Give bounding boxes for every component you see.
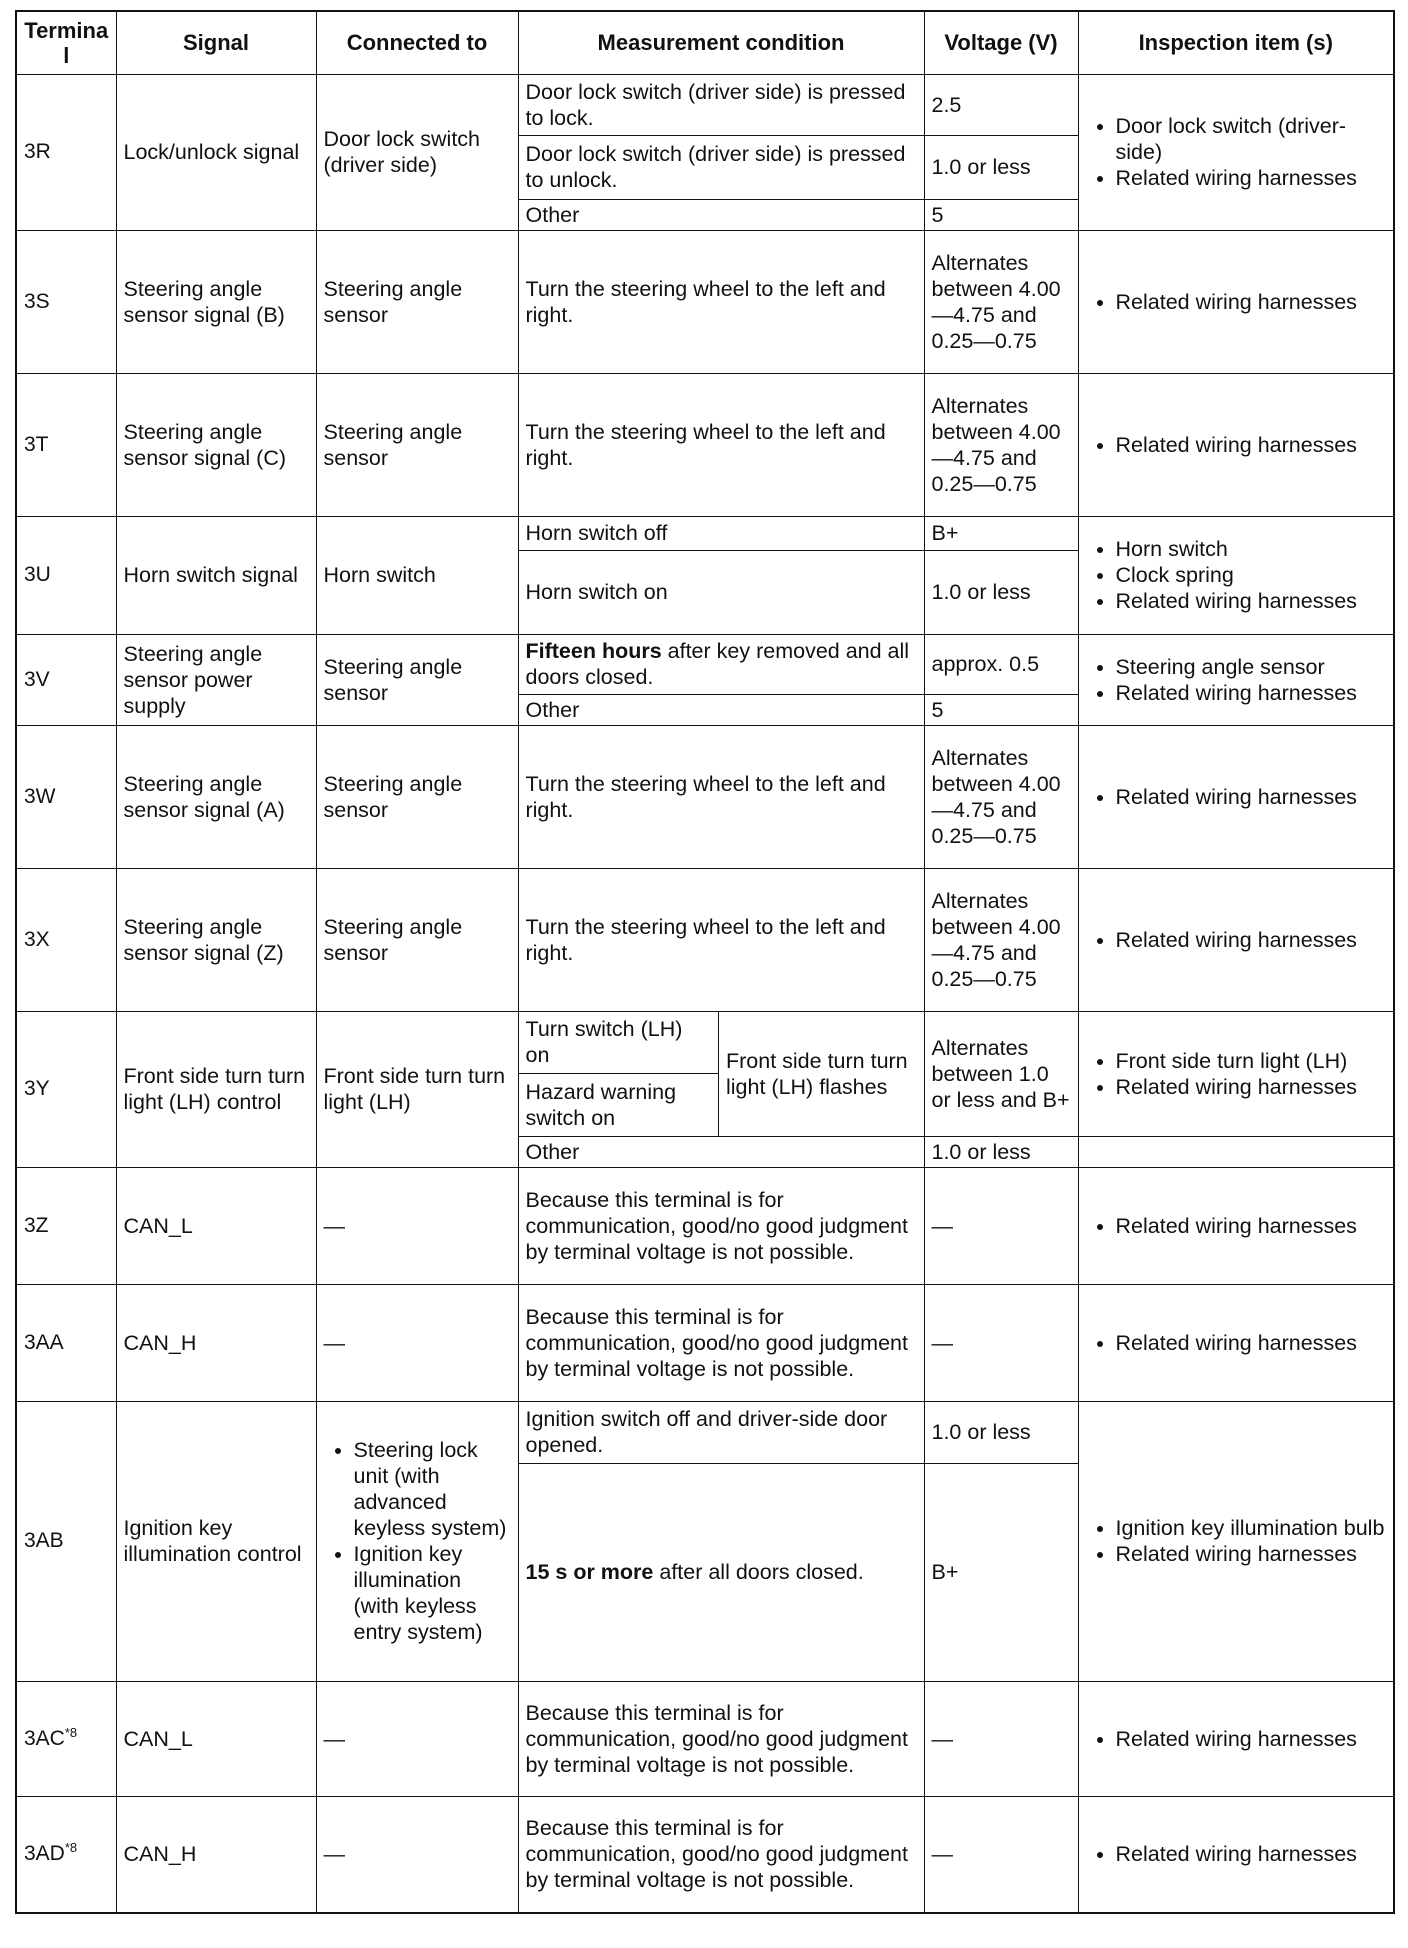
- terminal-label: 3AD: [24, 1842, 65, 1866]
- table-row-3S: [16, 230, 1394, 373]
- signal-cell: Steering angle sensor power supply: [116, 634, 316, 725]
- inspection-cell: [1078, 1011, 1394, 1136]
- inspection-cell: [1078, 516, 1394, 634]
- condition-cell: Turn the steering wheel to the left and right.: [518, 230, 924, 373]
- connected-to-cell: Steering angle sensor: [316, 634, 518, 725]
- condition-emphasis: Fifteen hours: [525, 639, 662, 663]
- voltage-cell: 5: [924, 199, 1078, 230]
- inspection-item: • Related wiring harnesses: [1116, 1541, 1387, 1567]
- connected-to-cell: —: [316, 1796, 518, 1913]
- inspection-cell: [1078, 74, 1394, 230]
- voltage-text: Alternates between: [931, 888, 1029, 939]
- voltage-cell: Alternates between 1.0 or less and B+: [924, 1011, 1078, 1136]
- connected-to-cell: —: [316, 1681, 518, 1796]
- table-row-3Z: [16, 1167, 1394, 1284]
- voltage-cell: [924, 725, 1078, 868]
- condition-cell: [518, 1463, 924, 1681]
- condition-cell: Because this terminal is for communication, good/no good judgment by terminal voltage is not possible.: [518, 1681, 924, 1796]
- terminal-cell: 3AB: [16, 1401, 116, 1681]
- connected-to-cell: Steering angle sensor: [316, 373, 518, 516]
- table-row-3AC: [16, 1681, 1394, 1796]
- voltage-cell: 2.5: [924, 74, 1078, 135]
- condition-cell: Hazard warning switch on: [519, 1074, 719, 1136]
- condition-cell: Turn switch (LH) on: [519, 1012, 719, 1074]
- voltage-cell: B+: [924, 1463, 1078, 1681]
- inspection-cell: [1078, 373, 1394, 516]
- inspection-item: • Clock spring: [1116, 562, 1387, 588]
- inspection-cell: [1078, 1167, 1394, 1284]
- condition-text: after key removed and all doors closed.: [525, 639, 910, 689]
- table-row-3W: [16, 725, 1394, 868]
- condition-cell: Because this terminal is for communication, good/no good judgment by terminal voltage is not possible.: [518, 1167, 924, 1284]
- connected-to-cell: Steering angle sensor: [316, 230, 518, 373]
- inspection-cell-empty: [1078, 1136, 1394, 1167]
- table-row-3AB: [16, 1401, 1394, 1463]
- header-row: [16, 11, 1394, 74]
- terminal-cell: 3U: [16, 516, 116, 634]
- condition-cell: Other: [518, 694, 924, 725]
- connected-to-cell: Steering angle sensor: [316, 868, 518, 1011]
- inspection-item: • Door lock switch (driver-side): [1116, 113, 1387, 165]
- connected-to-cell: —: [316, 1167, 518, 1284]
- header-measurement-condition: Measurement condition: [518, 11, 924, 74]
- condition-cell: Because this terminal is for communication, good/no good judgment by terminal voltage is not possible.: [518, 1284, 924, 1401]
- inspection-cell: [1078, 1681, 1394, 1796]
- voltage-text: Alternates between: [931, 745, 1029, 796]
- table-row-3AD: [16, 1796, 1394, 1913]
- inspection-item: • Related wiring harnesses: [1116, 1213, 1387, 1239]
- inspection-cell: [1078, 230, 1394, 373]
- signal-cell: Steering angle sensor signal (Z): [116, 868, 316, 1011]
- condition-split-cell: [518, 1011, 924, 1136]
- terminal-cell: 3Y: [16, 1011, 116, 1167]
- voltage-cell: —: [924, 1167, 1078, 1284]
- inspection-cell: [1078, 1796, 1394, 1913]
- connected-to-cell: —: [316, 1284, 518, 1401]
- condition-cell: Door lock switch (driver side) is pressed to unlock.: [518, 135, 924, 199]
- table-row-3AA: [16, 1284, 1394, 1401]
- terminal-cell: 3S: [16, 230, 116, 373]
- connected-item: • Steering lock unit (with advanced keyless system): [354, 1437, 511, 1541]
- footnote-marker: *8: [64, 1724, 78, 1740]
- voltage-cell: [924, 373, 1078, 516]
- signal-cell: CAN_H: [116, 1796, 316, 1913]
- footnote-marker: *8: [64, 1840, 78, 1856]
- inspection-item: • Related wiring harnesses: [1116, 927, 1387, 953]
- condition-result-cell: Front side turn turn light (LH) flashes: [726, 1048, 908, 1099]
- terminal-cell: [16, 1796, 116, 1913]
- voltage-cell: 1.0 or less: [924, 135, 1078, 199]
- terminal-voltage-table-page: [15, 10, 1393, 1914]
- inspection-cell: [1078, 868, 1394, 1011]
- condition-cell: Turn the steering wheel to the left and right.: [518, 868, 924, 1011]
- condition-cell: Horn switch on: [518, 550, 924, 634]
- voltage-cell: 1.0 or less: [924, 550, 1078, 634]
- table-row-3V: [16, 634, 1394, 694]
- signal-cell: CAN_L: [116, 1681, 316, 1796]
- table-row-3U: [16, 516, 1394, 550]
- connected-to-cell: Front side turn turn light (LH): [316, 1011, 518, 1167]
- inspection-item: • Related wiring harnesses: [1116, 289, 1387, 315]
- condition-text: after all doors closed.: [659, 1560, 864, 1584]
- voltage-text: 4.00—4.75 and 0.25—0.75: [931, 914, 1061, 991]
- condition-cell: Turn the steering wheel to the left and right.: [518, 725, 924, 868]
- voltage-cell: 1.0 or less: [924, 1401, 1078, 1463]
- signal-cell: Steering angle sensor signal (B): [116, 230, 316, 373]
- voltage-cell: —: [924, 1796, 1078, 1913]
- connected-to-cell: Steering angle sensor: [316, 725, 518, 868]
- inspection-item: • Related wiring harnesses: [1116, 1841, 1387, 1867]
- voltage-cell: —: [924, 1681, 1078, 1796]
- terminal-cell: [16, 1681, 116, 1796]
- inspection-item: • Horn switch: [1116, 536, 1387, 562]
- terminal-cell: 3W: [16, 725, 116, 868]
- connected-to-cell: Door lock switch (driver side): [316, 74, 518, 230]
- condition-cell: Horn switch off: [518, 516, 924, 550]
- table-row-3R: [16, 74, 1394, 135]
- condition-cell: Door lock switch (driver side) is pressed to lock.: [518, 74, 924, 135]
- terminal-cell: 3AA: [16, 1284, 116, 1401]
- terminal-cell: 3Z: [16, 1167, 116, 1284]
- voltage-cell: 1.0 or less: [924, 1136, 1078, 1167]
- table-row-3X: [16, 868, 1394, 1011]
- signal-cell: Horn switch signal: [116, 516, 316, 634]
- voltage-cell: —: [924, 1284, 1078, 1401]
- condition-subtable: [519, 1012, 925, 1136]
- voltage-text: Alternates between: [931, 393, 1029, 444]
- inspection-cell: [1078, 634, 1394, 725]
- voltage-cell: 5: [924, 694, 1078, 725]
- voltage-cell: [924, 230, 1078, 373]
- signal-cell: Ignition key illumination control: [116, 1401, 316, 1681]
- inspection-item: • Related wiring harnesses: [1116, 680, 1387, 706]
- condition-cell: Because this terminal is for communication, good/no good judgment by terminal voltage is not possible.: [518, 1796, 924, 1913]
- voltage-cell: B+: [924, 516, 1078, 550]
- signal-cell: CAN_H: [116, 1284, 316, 1401]
- voltage-cell: approx. 0.5: [924, 634, 1078, 694]
- connected-to-cell: [316, 1401, 518, 1681]
- inspection-item: • Ignition key illumination bulb: [1116, 1515, 1387, 1541]
- signal-cell: Lock/unlock signal: [116, 74, 316, 230]
- header-connected-to: Connected to: [316, 11, 518, 74]
- condition-cell: Other: [518, 1136, 924, 1167]
- terminal-label: 3AC: [24, 1726, 65, 1750]
- terminal-voltage-table: [15, 10, 1395, 1914]
- condition-cell: Ignition switch off and driver-side door opened.: [518, 1401, 924, 1463]
- voltage-text: 4.00—4.75 and 0.25—0.75: [931, 419, 1061, 496]
- inspection-cell: [1078, 1401, 1394, 1681]
- connected-item: • Ignition key illumination (with keyless entry system): [354, 1541, 511, 1645]
- header-inspection-items: Inspection item (s): [1078, 11, 1394, 74]
- condition-cell: [518, 634, 924, 694]
- inspection-item: • Related wiring harnesses: [1116, 588, 1387, 614]
- voltage-cell: [924, 868, 1078, 1011]
- inspection-cell: [1078, 1284, 1394, 1401]
- table-row-3Y: [16, 1011, 1394, 1074]
- inspection-item: • Front side turn light (LH): [1116, 1048, 1387, 1074]
- inspection-item: • Related wiring harnesses: [1116, 165, 1387, 191]
- inspection-item: • Related wiring harnesses: [1116, 1726, 1387, 1752]
- inspection-item: • Related wiring harnesses: [1116, 784, 1387, 810]
- terminal-cell: 3R: [16, 74, 116, 230]
- inspection-item: • Related wiring harnesses: [1116, 1074, 1387, 1100]
- terminal-cell: 3V: [16, 634, 116, 725]
- voltage-text: 4.00—4.75 and 0.25—0.75: [931, 771, 1061, 848]
- condition-emphasis: 15 s or more: [525, 1560, 654, 1584]
- inspection-item: • Steering angle sensor: [1116, 654, 1387, 680]
- voltage-text: Alternates between: [931, 250, 1029, 301]
- header-voltage: Voltage (V): [924, 11, 1078, 74]
- terminal-cell: 3T: [16, 373, 116, 516]
- signal-cell: CAN_L: [116, 1167, 316, 1284]
- terminal-cell: 3X: [16, 868, 116, 1011]
- voltage-text: 4.00—4.75 and 0.25—0.75: [931, 276, 1061, 353]
- signal-cell: Steering angle sensor signal (C): [116, 373, 316, 516]
- signal-cell: Front side turn turn light (LH) control: [116, 1011, 316, 1167]
- inspection-item: • Related wiring harnesses: [1116, 432, 1387, 458]
- condition-cell: Other: [518, 199, 924, 230]
- header-terminal: Terminal: [16, 11, 116, 74]
- table-row-3T: [16, 373, 1394, 516]
- inspection-cell: [1078, 725, 1394, 868]
- signal-cell: Steering angle sensor signal (A): [116, 725, 316, 868]
- header-signal: Signal: [116, 11, 316, 74]
- connected-to-cell: Horn switch: [316, 516, 518, 634]
- inspection-item: • Related wiring harnesses: [1116, 1330, 1387, 1356]
- condition-cell: Turn the steering wheel to the left and right.: [518, 373, 924, 516]
